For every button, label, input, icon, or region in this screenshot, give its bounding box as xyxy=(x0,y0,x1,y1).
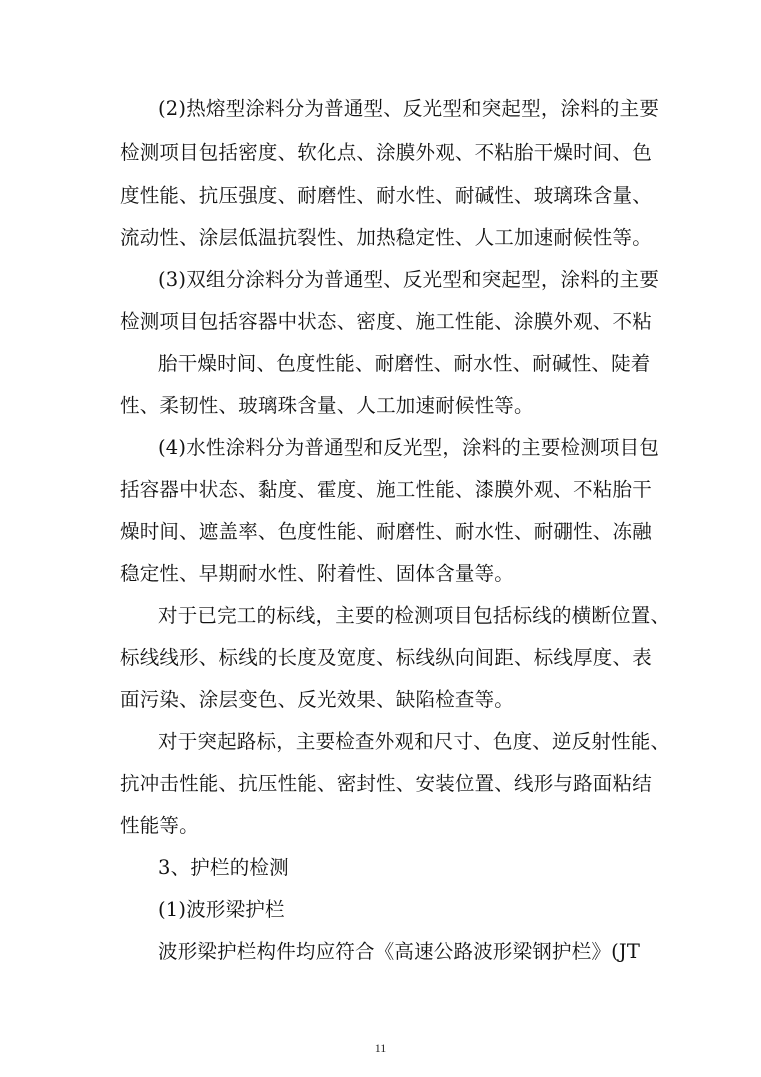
paragraph-line: 性、柔韧性、玻璃珠含量、人工加速耐候性等。 xyxy=(120,394,534,417)
paragraph-line: 流动性、涂层低温抗裂性、加热稳定性、人工加速耐候性等。 xyxy=(120,226,652,249)
paragraph-line: 波形梁护栏构件均应符合《高速公路波形梁钢护栏》(JT xyxy=(158,940,641,963)
paragraph-line: 度性能、抗压强度、耐磨性、耐水性、耐碱性、玻璃珠含量、 xyxy=(120,184,652,207)
paragraph-line: 检测项目包括密度、软化点、涂膜外观、不粘胎干燥时间、色 xyxy=(120,141,652,164)
paragraph-line: 括容器中状态、黏度、霍度、施工性能、漆膜外观、不粘胎干 xyxy=(120,478,652,501)
paragraph-line: 对于突起路标，主要检查外观和尺寸、色度、逆反射性能、 xyxy=(158,730,671,753)
paragraph-line: (3)双组分涂料分为普通型、反光型和突起型，涂料的主要 xyxy=(158,268,660,291)
paragraph-line: 检测项目包括容器中状态、密度、施工性能、涂膜外观、不粘 xyxy=(120,310,652,333)
page-number: 11 xyxy=(374,1041,387,1055)
paragraph-line: 燥时间、遮盖率、色度性能、耐磨性、耐水性、耐硼性、冻融 xyxy=(120,520,652,543)
paragraph-line: 稳定性、早期耐水性、附着性、固体含量等。 xyxy=(120,562,515,585)
paragraph-line: 胎干燥时间、色度性能、耐磨性、耐水性、耐碱性、陡着 xyxy=(158,352,651,375)
paragraph-line: 性能等。 xyxy=(120,814,199,837)
paragraph-line: (2)热熔型涂料分为普通型、反光型和突起型，涂料的主要 xyxy=(158,97,660,120)
subsection-heading: (1)波形梁护栏 xyxy=(158,898,285,921)
paragraph-line: 面污染、涂层变色、反光效果、缺陷检查等。 xyxy=(120,688,515,711)
section-heading: 3、护栏的检测 xyxy=(158,856,289,879)
paragraph-line: 抗冲击性能、抗压性能、密封性、安装位置、线形与路面粘结 xyxy=(120,772,652,795)
paragraph-line: 对于已完工的标线，主要的检测项目包括标线的横断位置、 xyxy=(158,604,671,627)
paragraph-line: 标线线形、标线的长度及宽度、标线纵向间距、标线厚度、表 xyxy=(120,646,652,669)
paragraph-line: (4)水性涂料分为普通型和反光型，涂料的主要检测项目包 xyxy=(158,436,660,459)
